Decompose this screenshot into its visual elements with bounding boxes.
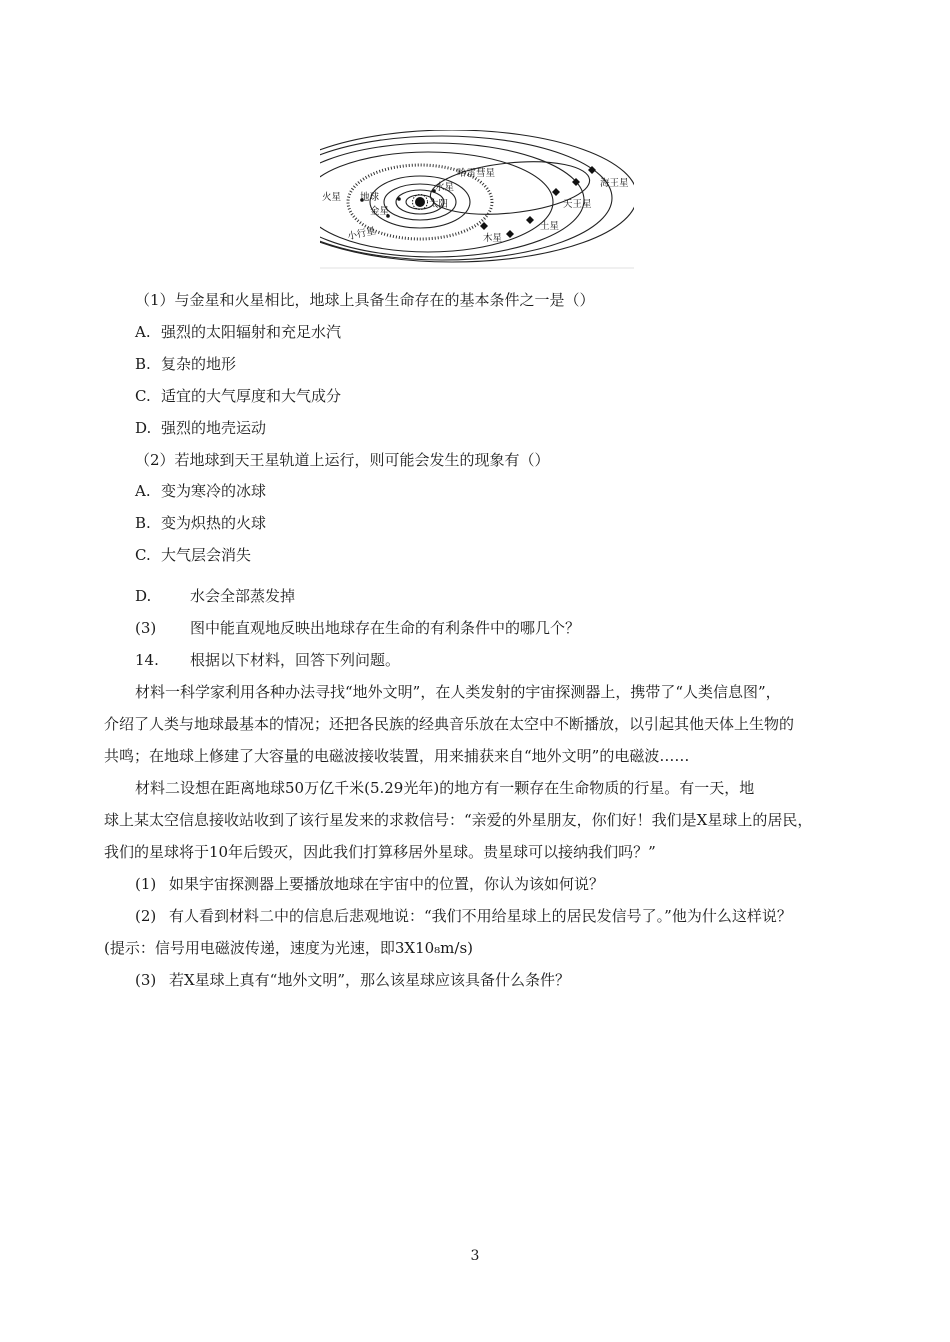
label-earth: 地球 [360,192,380,203]
label-saturn: 土星 [540,221,560,232]
page-number: 3 [470,1248,480,1264]
label-halley: 哈雷彗星 [457,168,496,179]
sub-question-2-hint: (提示：信号用电磁波传递，速度为光速，即3X10₈m/s) [104,939,474,957]
material2-line-1: 材料二设想在距离地球50万亿千米(5.29光年)的地方有一颗存在生命物质的行星。有一天，地 [135,779,755,797]
label-venus: 金星 [370,206,390,217]
q2-option-c: C. 大气层会消失 [135,546,252,564]
label-sun: 太阳 [429,199,449,210]
q3: (3) 图中能直观地反映出地球存在生命的有利条件中的哪几个？ [135,619,581,637]
sub-question-2: (2) 有人看到材料二中的信息后悲观地说：“我们不用给星球上的居民发信号了。”他为什么这样说？ [135,907,792,925]
q2-option-a: A. 变为寒冷的冰球 [135,482,267,500]
q1-option-b: B. 复杂的地形 [135,355,237,373]
label-uranus: 天王星 [563,199,592,210]
q2-stem: （2）若地球到天王星轨道上运行，则可能会发生的现象有（） [135,451,550,469]
label-mars: 火星 [322,192,342,203]
label-jupiter: 木星 [483,233,503,244]
q1-option-a: A. 强烈的太阳辐射和充足水汽 [135,323,342,341]
material2-line-3: 我们的星球将于10年后毁灭，因此我们打算移居外星球。贵星球可以接纳我们吗？” [104,843,656,861]
q14-heading: 14. 根据以下材料，回答下列问题。 [135,651,401,669]
q1-stem: （1）与金星和火星相比，地球上具备生命存在的基本条件之一是（） [135,291,595,309]
solar-system-diagram [320,130,634,272]
label-neptune: 海王星 [600,178,629,189]
material1-line-3: 共鸣；在地球上修建了大容量的电磁波接收装置，用来捕获来自“地外文明”的电磁波…… [104,747,690,765]
material1-line-2: 介绍了人类与地球最基本的情况；还把各民族的经典音乐放在太空中不断播放，以引起其他天体上生物的 [104,715,795,733]
label-mercury: 水星 [435,182,455,193]
label-asteroid: 小行星 [346,225,377,243]
q2-option-d: D. 水会全部蒸发掉 [135,587,296,605]
q1-option-d: D. 强烈的地壳运动 [135,419,267,437]
sun-icon [413,195,428,210]
sub-question-3: (3) 若X星球上真有“地外文明”，那么该星球应该具备什么条件？ [135,971,571,989]
material1-line-1: 材料一科学家利用各种办法寻找“地外文明”，在人类发射的宇宙探测器上，携带了“人类信息图”， [135,683,781,701]
q2-option-b: B. 变为炽热的火球 [135,514,267,532]
sub-question-1: (1) 如果宇宙探测器上要播放地球在宇宙中的位置，你认为该如何说？ [135,875,605,893]
material2-line-2: 球上某太空信息接收站收到了该行星发来的求救信号：“亲爱的外星朋友，你们好！我们是X星球上的居民， [104,811,813,829]
q1-option-c: C. 适宜的大气厚度和大气成分 [135,387,342,405]
